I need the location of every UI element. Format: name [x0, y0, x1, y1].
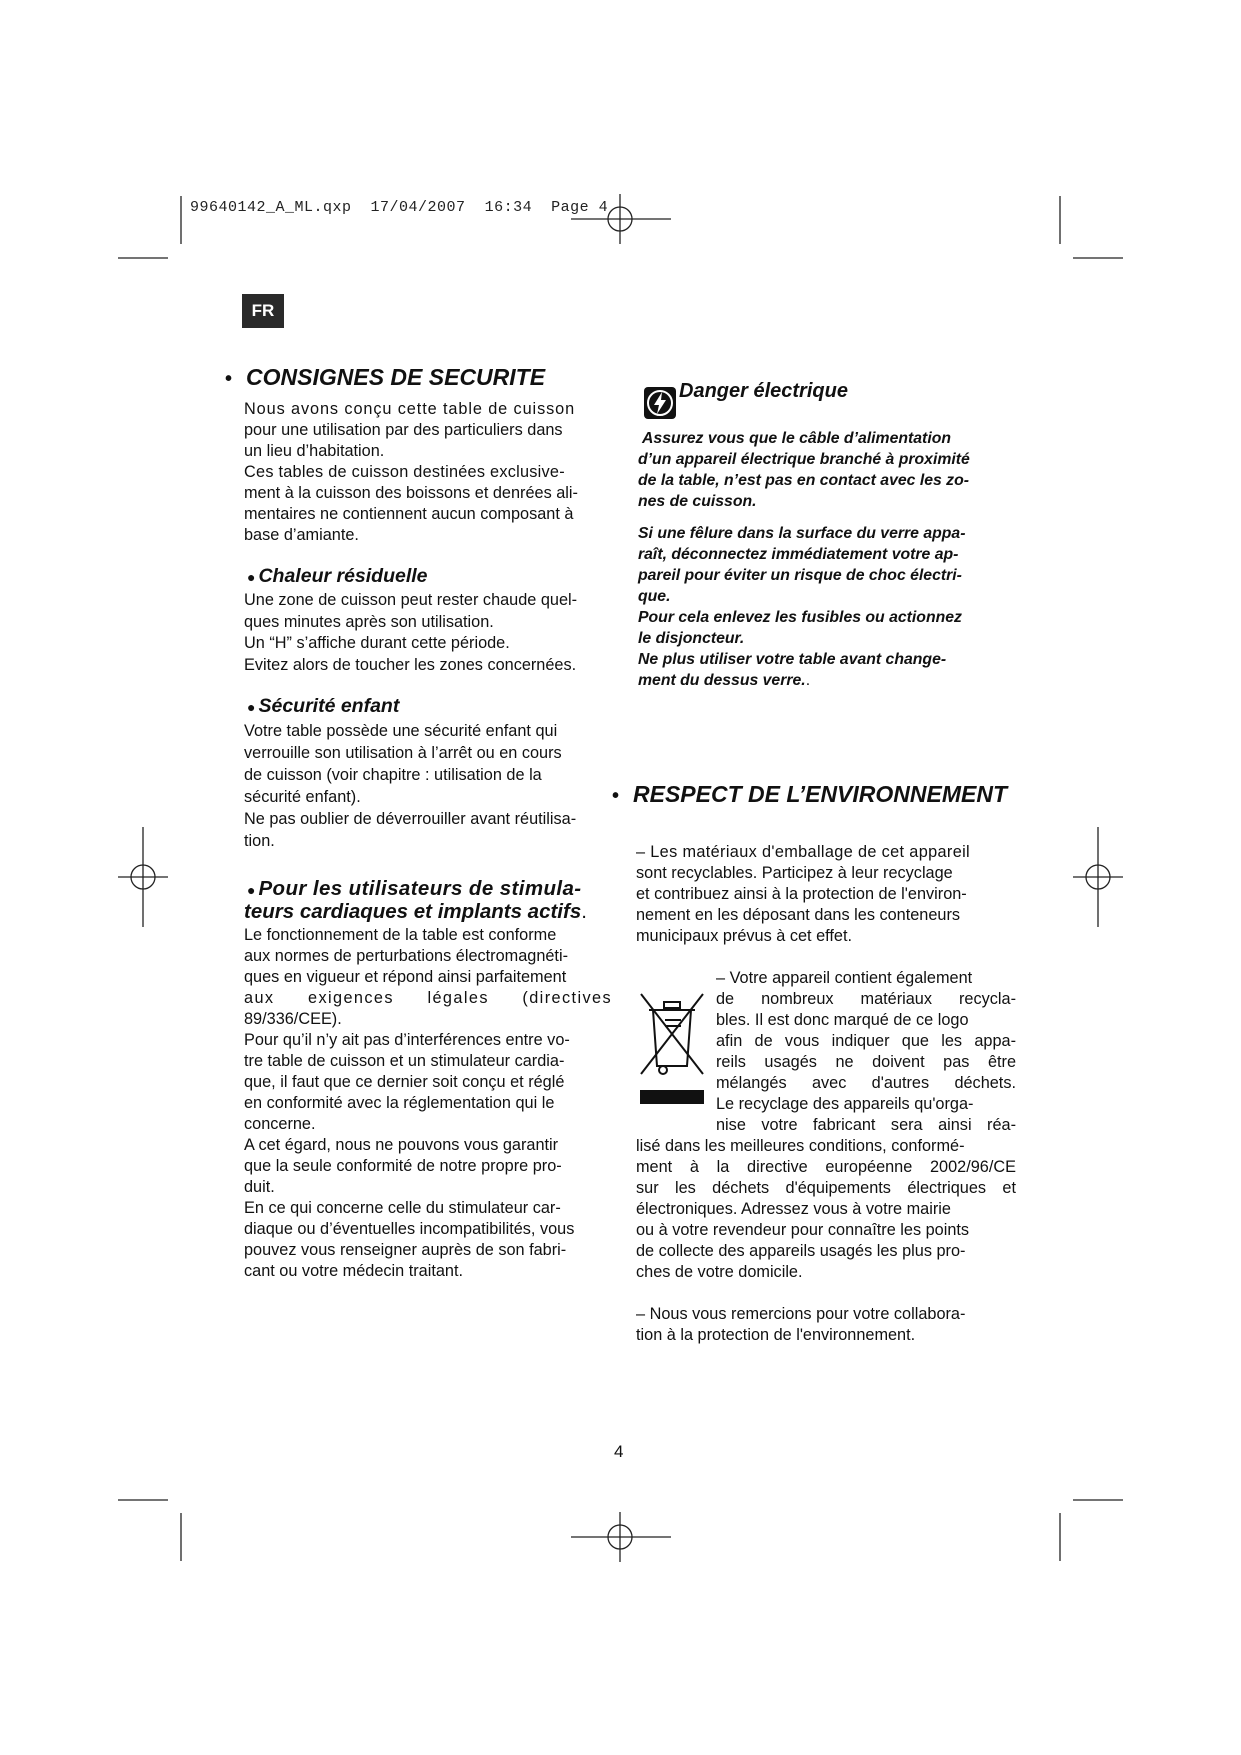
crossed-out-bin-icon — [637, 988, 707, 1106]
electrical-danger-para1 — [638, 428, 1016, 512]
text-line: tre table de cuisson et un stimulateur cardia- — [244, 1052, 565, 1070]
intro-line: mentaires ne contiennent aucun composant à — [244, 505, 574, 523]
text-line: concerne. — [244, 1115, 316, 1133]
text-line: d’un appareil électrique branché à proximité — [638, 451, 970, 468]
text-line: électroniques. Adressez vous à votre mairie — [636, 1200, 951, 1218]
electrical-danger-header — [643, 380, 1016, 420]
text-line: pareil pour éviter un risque de choc électri- — [638, 567, 962, 584]
intro-line: un lieu d’habitation. — [244, 442, 385, 460]
text-line: de cuisson (voir chapitre : utilisation de la — [244, 766, 542, 784]
text-line: municipaux prévus à cet effet. — [636, 927, 852, 945]
text-line: que. — [638, 588, 671, 605]
text-line: nes de cuisson. — [638, 493, 757, 510]
text-line: nise votre fabricant sera ainsi réa- — [716, 1116, 1016, 1134]
text-line: sécurité enfant). — [244, 788, 361, 806]
intro-line: base d’amiante. — [244, 526, 359, 544]
text-line: Votre table possède une sécurité enfant qui — [244, 722, 558, 740]
text-line: et contribuez ainsi à la protection de l'environ- — [636, 885, 967, 903]
text-line: Assurez vous que le câble d’alimentation — [642, 430, 952, 447]
pacemaker-title-continued: teurs cardiaques et implants actifs. — [244, 900, 587, 923]
text-line: aux normes de perturbations électromagnéti- — [244, 947, 568, 965]
environment-para1 — [636, 842, 1016, 947]
intro-line: ment à la cuisson des boissons et denrées ali- — [244, 484, 578, 502]
text-line: afin de vous indiquer que les appa- — [716, 1032, 1016, 1050]
text-line: – Votre appareil contient également — [716, 969, 973, 987]
pacemaker-section — [244, 878, 612, 1282]
electrical-danger-title: Danger électrique — [679, 380, 848, 402]
left-column — [226, 364, 612, 1282]
safety-intro — [244, 399, 612, 546]
subtitle-bullet: ● — [247, 699, 256, 715]
text-line: aux exigences légales (directives — [244, 989, 612, 1007]
text-line: sont recyclables. Participez à leur recyclage — [636, 864, 953, 882]
intro-line: Ces tables de cuisson destinées exclusive- — [244, 463, 565, 481]
subtitle-bullet: ● — [247, 569, 256, 585]
residual-heat-section — [244, 565, 612, 676]
text-line: duit. — [244, 1178, 275, 1196]
environment-section-title: • RESPECT DE L’ENVIRONNEMENT — [612, 781, 1008, 807]
slug-time: 16:34 — [484, 199, 533, 216]
text-line: Un “H” s’affiche durant cette période. — [244, 634, 510, 652]
text-line: – Nous vous remercions pour votre collabora- — [636, 1305, 966, 1323]
pacemaker-title: ● Pour les utilisateurs de stimula- — [247, 877, 582, 900]
text-line: que la seule conformité de notre propre pro- — [244, 1157, 562, 1175]
text-line: sur les déchets d'équipements électriques et — [636, 1179, 1016, 1197]
environment-para2-full — [636, 1136, 1016, 1283]
text-line: raît, déconnectez immédiatement votre ap- — [638, 546, 959, 563]
slug-page: Page 4 — [551, 199, 609, 216]
pacemaker-text — [244, 925, 612, 1282]
residual-heat-title: ● Chaleur résiduelle — [247, 565, 428, 587]
text-line: diaque ou d’éventuelles incompatibilités, vous — [244, 1220, 575, 1238]
text-line: le disjoncteur. — [638, 630, 745, 647]
child-safety-title: ● Sécurité enfant — [247, 695, 400, 717]
text-line: cant ou votre médecin traitant. — [244, 1262, 464, 1280]
text-line: tion. — [244, 832, 275, 850]
text-line: tion à la protection de l'environnement. — [636, 1326, 916, 1344]
text-line: ques en vigueur et répond ainsi parfaitement — [244, 968, 567, 986]
intro-line: pour une utilisation par des particuliers dans — [244, 421, 563, 439]
text-line: En ce qui concerne celle du stimulateur car- — [244, 1199, 561, 1217]
text-line: nement en les déposant dans les conteneurs — [636, 906, 961, 924]
child-safety-section — [244, 695, 612, 852]
text-line: Si une fêlure dans la surface du verre appa- — [638, 525, 966, 542]
text-line: en conformité avec la réglementation qui le — [244, 1094, 555, 1112]
text-line: bles. Il est donc marqué de ce logo — [716, 1011, 969, 1029]
residual-heat-text — [244, 590, 612, 676]
slug-date: 17/04/2007 — [370, 199, 466, 216]
slug-file: 99640142_A_ML.qxp — [190, 199, 352, 216]
text-line: Une zone de cuisson peut rester chaude quel- — [244, 591, 578, 609]
title-bullet: • — [612, 785, 620, 807]
lightning-warning-icon — [643, 386, 677, 420]
page-number: 4 — [614, 1442, 624, 1461]
text-line: Ne plus utiliser votre table avant change- — [638, 651, 947, 668]
text-line: de collecte des appareils usagés les plus pro- — [636, 1242, 966, 1260]
text-line: de nombreux matériaux recycla- — [716, 990, 1016, 1008]
subtitle-bullet: ● — [247, 882, 256, 898]
text-line: ment du dessus verre.. — [638, 672, 811, 689]
text-line: pouvez vous renseigner auprès de son fabri- — [244, 1241, 567, 1259]
intro-line: Nous avons conçu cette table de cuisson — [244, 400, 576, 418]
right-column — [612, 380, 1016, 1346]
text-line: de la table, n’est pas en contact avec les zo- — [638, 472, 969, 489]
text-line: que, il faut que ce dernier soit conçu et réglé — [244, 1073, 565, 1091]
text-line: lisé dans les meilleures conditions, conformé- — [636, 1137, 965, 1155]
text-line: – Les matériaux d'emballage de cet appareil — [636, 843, 971, 861]
text-line: Ne pas oublier de déverrouiller avant réutilisa- — [244, 810, 577, 828]
text-line: Evitez alors de toucher les zones concernées. — [244, 655, 577, 674]
text-line: Pour cela enlevez les fusibles ou actionnez — [638, 609, 962, 626]
text-line: ches de votre domicile. — [636, 1263, 803, 1281]
text-line: Pour qu’il n’y ait pas d’interférences entre vo- — [244, 1031, 570, 1049]
electrical-danger-para2 — [638, 523, 1016, 691]
child-safety-text — [244, 720, 612, 852]
text-line: 89/336/CEE). — [244, 1010, 342, 1028]
text-line: ment à la directive européenne 2002/96/CE — [636, 1158, 1016, 1176]
text-line: ques minutes après son utilisation. — [244, 612, 494, 631]
text-line: reils usagés ne doivent pas être — [716, 1053, 1016, 1071]
print-slug — [190, 199, 608, 216]
environment-para2-block — [636, 968, 1016, 1283]
text-line: ou à votre revendeur pour connaître les points — [636, 1221, 970, 1239]
text-line: A cet égard, nous ne pouvons vous garantir — [244, 1136, 559, 1154]
language-badge: FR — [242, 294, 284, 328]
text-line: mélangés avec d'autres déchets. — [716, 1074, 1016, 1092]
environment-para3 — [636, 1304, 1016, 1346]
safety-section-title: • CONSIGNES DE SECURITE — [225, 364, 546, 390]
text-line: Le fonctionnement de la table est conforme — [244, 926, 557, 944]
text-line: Le recyclage des appareils qu'orga- — [716, 1095, 974, 1113]
text-line: verrouille son utilisation à l’arrêt ou en cours — [244, 744, 562, 762]
title-bullet: • — [225, 368, 233, 390]
environment-para2-beside — [716, 968, 1016, 1136]
